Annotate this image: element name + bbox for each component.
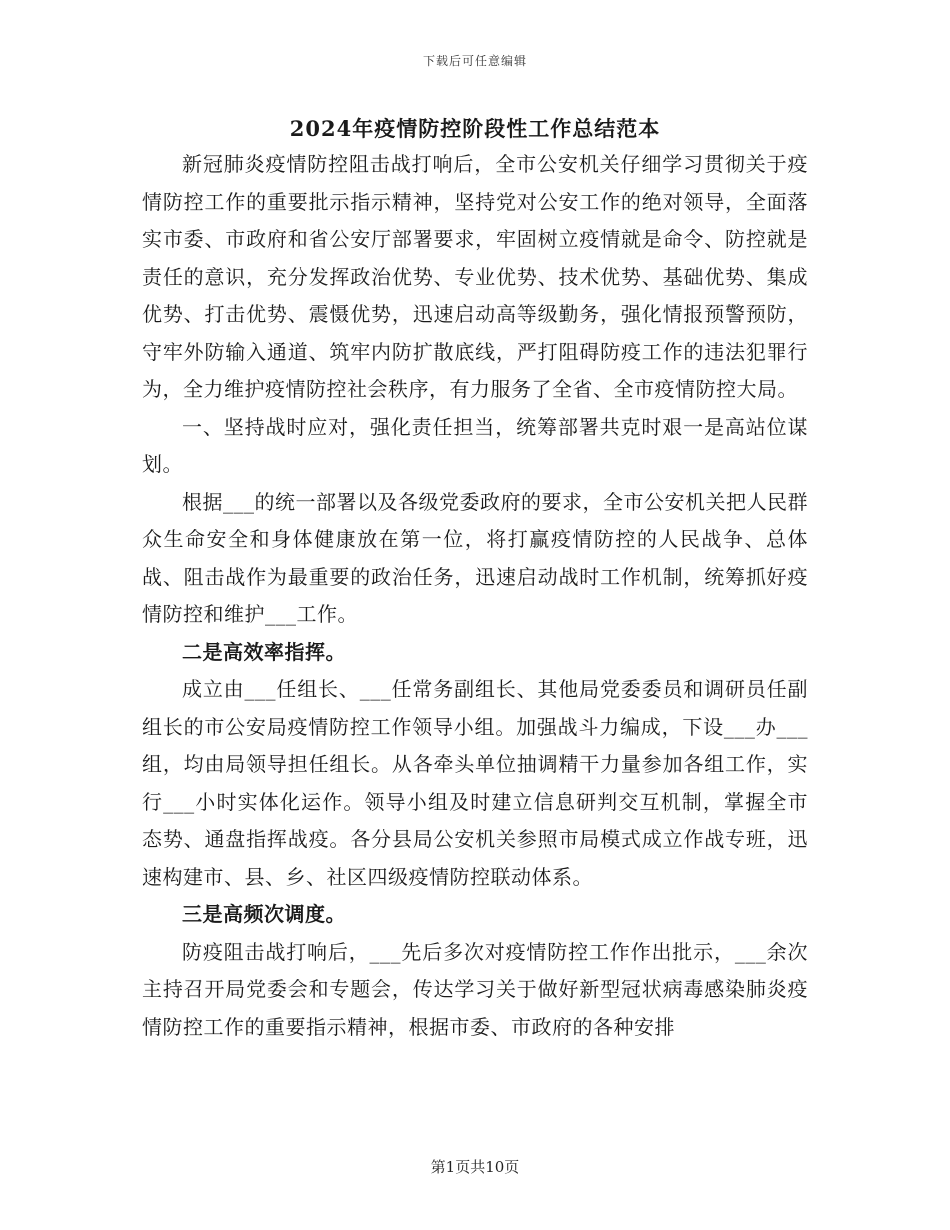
document-title: 2024年疫情防控阶段性工作总结范本 — [289, 116, 661, 141]
subheading-frequent-dispatch: 三是高频次调度。 — [182, 902, 346, 926]
frequent-dispatch-paragraph: 防疫阻击战打响后，___先后多次对疫情防控工作作出批示，___余次主持召开局党委会和专题会，传达学习关于做好新型冠状病毒感染肺炎疫情防控工作的重要指示精神，根据市委、市政府的各种安排 — [142, 939, 808, 1039]
page-footer: 第1页共10页 — [430, 1158, 520, 1176]
document-body — [142, 146, 808, 1046]
efficient-command-paragraph: 成立由___任组长、___任常务副组长、其他局党委委员和调研员任副组长的市公安局疫情防控工作领导小组。加强战斗力编成，下设___办___组，均由局领导担任组长。从各牵头单位抽调精干力量参加各组工作，实行___小时实体化运作。领导小组及时建立信息研判交互机制，掌握全市态势、通盘指挥战疫。各分县局公安机关参照市局模式成立作战专班，迅速构建市、县、乡、社区四级疫情防控联动体系。 — [142, 677, 808, 889]
section-one-heading: 一、坚持战时应对，强化责任担当，统筹部署共克时艰一是高站位谋划。 — [142, 414, 808, 476]
intro-paragraph: 新冠肺炎疫情防控阻击战打响后，全市公安机关仔细学习贯彻关于疫情防控工作的重要批示指示精神，坚持党对公安工作的绝对领导，全面落实市委、市政府和省公安厅部署要求，牢固树立疫情就是命令、防控就是责任的意识，充分发挥政治优势、专业优势、技术优势、基础优势、集成优势、打击优势、震慑优势，迅速启动高等级勤务，强化情报预警预防，守牢外防输入通道、筑牢内防扩散底线，严打阻碍防疫工作的违法犯罪行为，全力维护疫情防控社会秩序，有力服务了全省、全市疫情防控大局。 — [142, 152, 808, 401]
subheading-efficient-command: 二是高效率指挥。 — [182, 639, 346, 664]
section-one-paragraph: 根据___的统一部署以及各级党委政府的要求，全市公安机关把人民群众生命安全和身体健康放在第一位，将打赢疫情防控的人民战争、总体战、阻击战作为最重要的政治任务，迅速启动战时工作机制，统筹抓好疫情防控和维护___工作。 — [142, 489, 808, 626]
header-note: 下载后可任意编辑 — [422, 54, 527, 68]
